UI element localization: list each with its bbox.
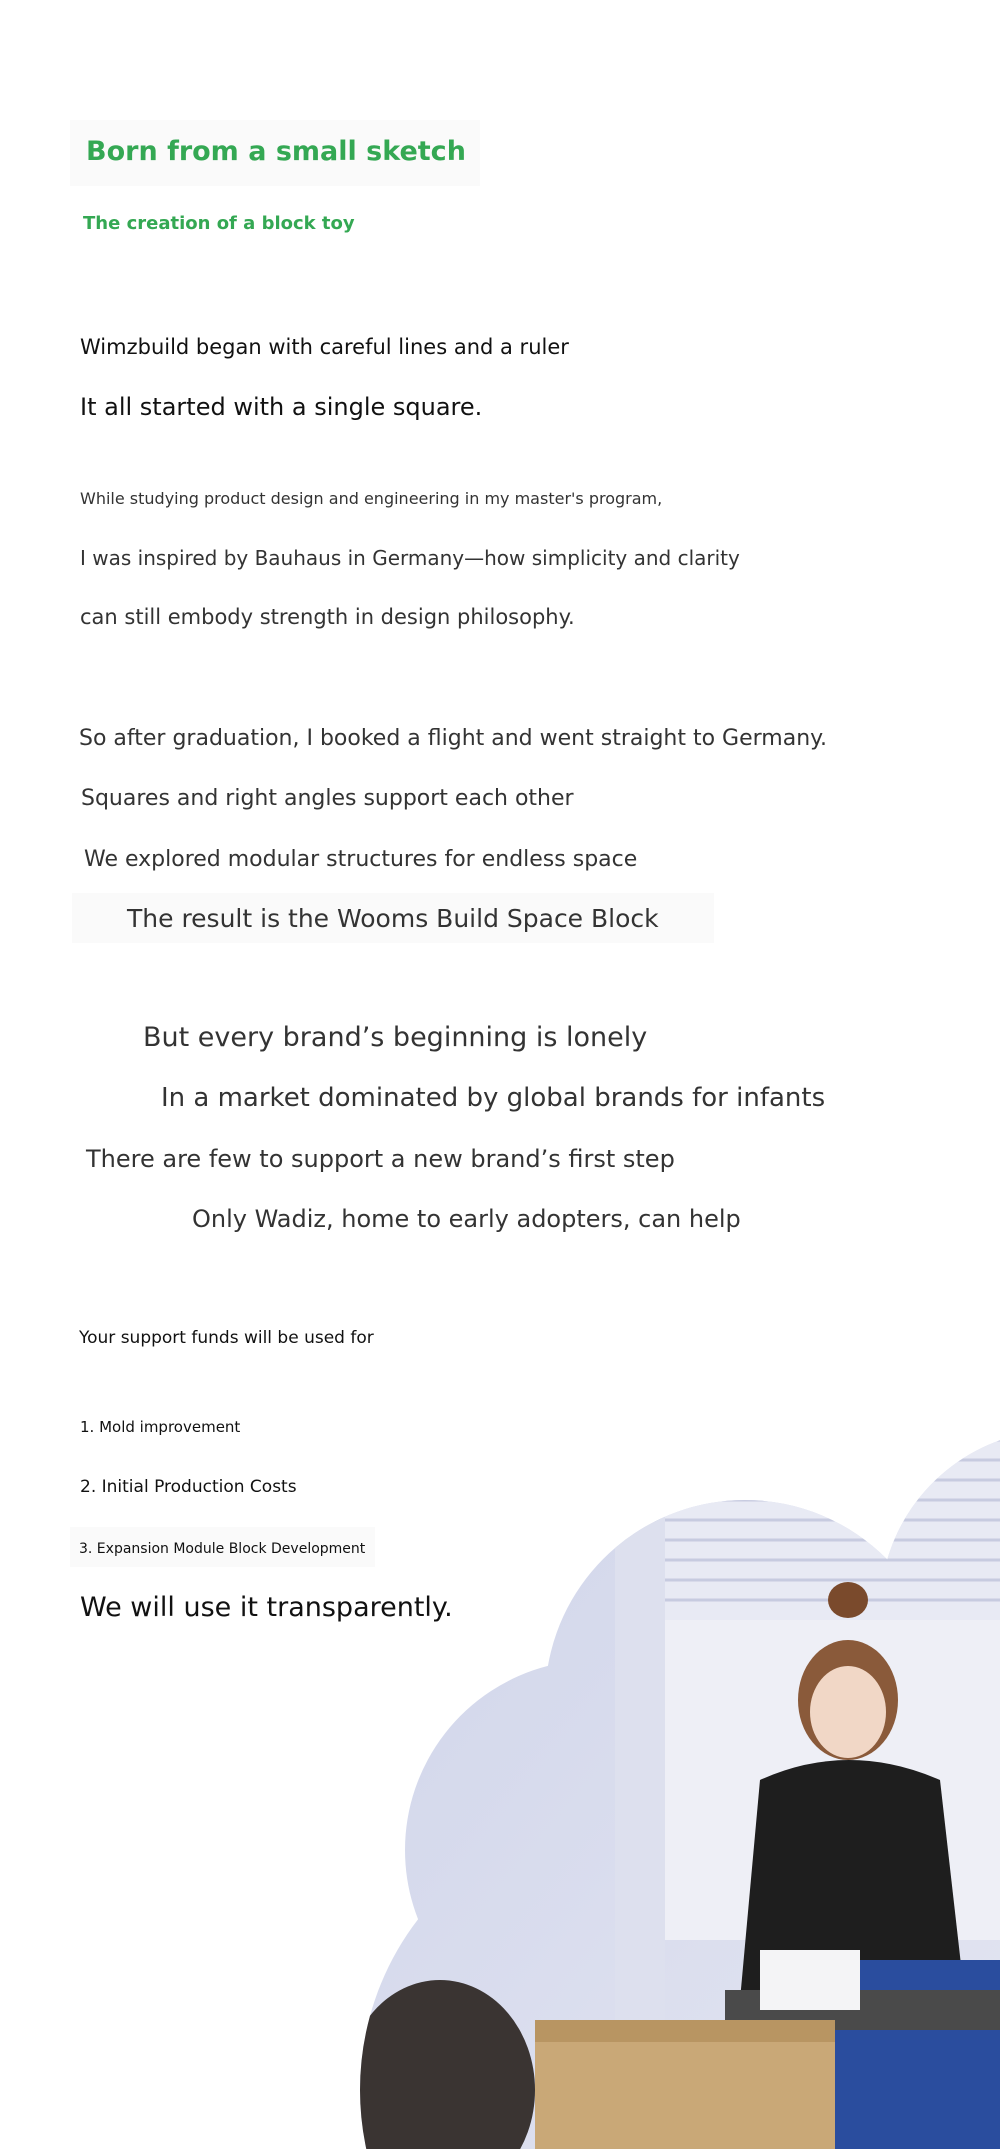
- story-line-5: can still embody strength in design philosophy.: [80, 605, 575, 629]
- page-subtitle: The creation of a block toy: [83, 213, 355, 234]
- story-line-8: We explored modular structures for endless space: [84, 847, 638, 872]
- page-title: Born from a small sketch: [86, 136, 466, 167]
- fund-item-2: 2. Initial Production Costs: [80, 1477, 297, 1497]
- story-line-2: It all started with a single square.: [80, 393, 483, 421]
- brand-line-3: There are few to support a new brand’s first step: [86, 1145, 675, 1173]
- story-line-6: So after graduation, I booked a flight and went straight to Germany.: [79, 726, 828, 751]
- story-result-line: The result is the Wooms Build Space Block: [127, 904, 659, 933]
- story-line-1: Wimzbuild began with careful lines and a ruler: [80, 335, 569, 359]
- fund-item-3: 3. Expansion Module Block Development: [79, 1541, 366, 1557]
- story-line-3: While studying product design and engineering in my master's program,: [80, 489, 663, 508]
- story-line-4: I was inspired by Bauhaus in Germany—how simplicity and clarity: [80, 546, 740, 570]
- funds-closing: We will use it transparently.: [80, 1592, 453, 1623]
- brand-line-2: In a market dominated by global brands for infants: [161, 1083, 826, 1113]
- fund-item-1: 1. Mold improvement: [80, 1418, 241, 1436]
- funds-intro: Your support funds will be used for: [79, 1328, 374, 1348]
- brand-line-1: But every brand’s beginning is lonely: [143, 1022, 648, 1053]
- story-line-7: Squares and right angles support each other: [81, 786, 574, 811]
- brand-line-4: Only Wadiz, home to early adopters, can help: [192, 1205, 741, 1233]
